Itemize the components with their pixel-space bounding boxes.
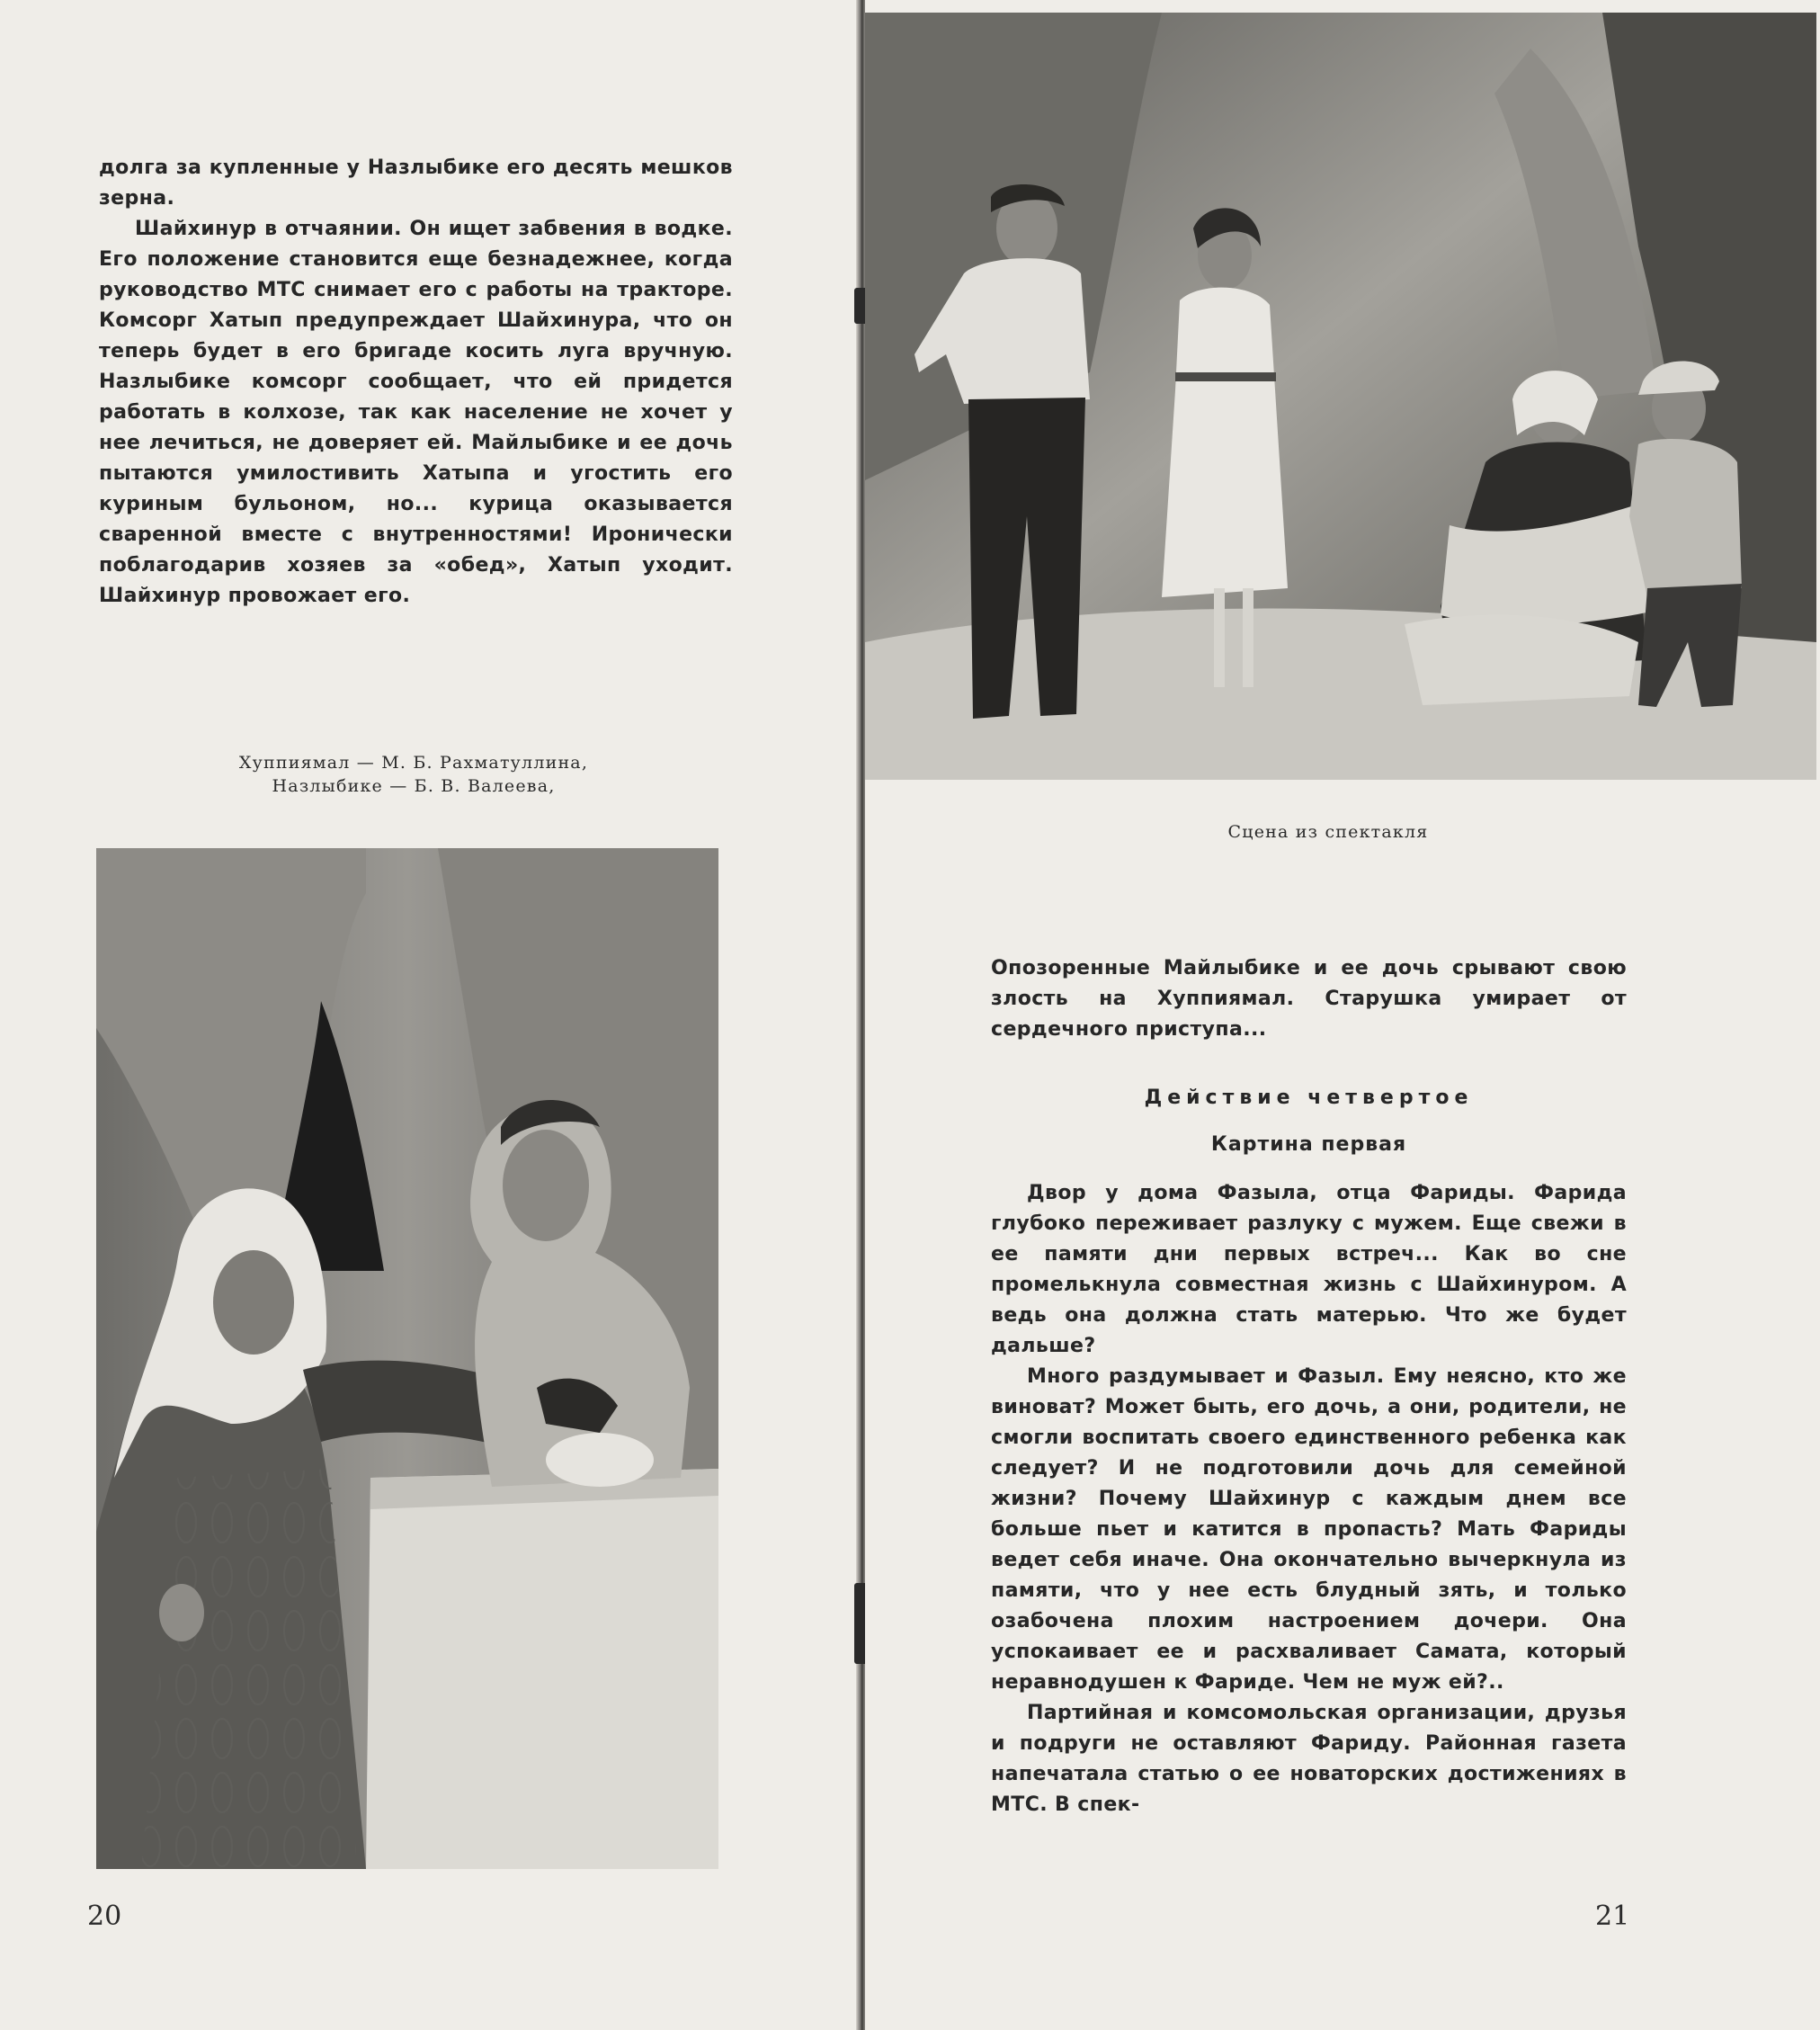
left-photo-image — [96, 848, 718, 1869]
right-page-number: 21 — [1595, 1900, 1630, 1932]
right-photo-image — [865, 13, 1816, 780]
left-body-text — [99, 153, 733, 612]
caption-line-2: Назлыбике — Б. В. Валеева, — [272, 776, 556, 796]
right-photo-caption: Сцена из спектакля — [1227, 822, 1429, 842]
left-photo-two-women — [96, 848, 718, 1869]
right-paragraph-4: Партийная и комсомольская организации, друзья и подруги не оставляют Фариду. Районная газета напечатала статью о ее новаторских достижениях в МТС. В спек- — [991, 1702, 1627, 1816]
right-paragraph-1: Опозоренные Майлыбике и ее дочь срывают свою злость на Хуппиямал. Старушка умирает от сердечного приступа... — [991, 957, 1627, 1041]
caption-line-1: Хуппиямал — М. Б. Рахматуллина, — [238, 753, 589, 773]
scene-heading: Картина первая — [1210, 1133, 1407, 1156]
right-page — [865, 0, 1820, 2030]
right-paragraph-3: Много раздумывает и Фазыл. Ему неясно, кто же виноват? Может быть, его дочь, а они, родители, не смогли воспитать своего единственного ребенка как следует? И не подготовили дочь для семейной жизни? Почему Шайхинур с каждым днем все больше пьет и катится в пропасть? Мать Фариды ведет себя иначе. Она окончательно вычеркнула из памяти, что у нее есть блудный зять, и только озабочена плохим настроением дочери. Она успокаивает ее и расхваливает Самата, который неравнодушен к Фариде. Чем не муж ей?.. — [991, 1365, 1627, 1694]
left-page — [0, 0, 859, 2030]
left-photo-caption — [135, 751, 692, 798]
right-photo-stage-scene — [865, 13, 1816, 780]
right-body-text-bottom — [991, 1178, 1627, 1820]
right-body-text-top — [991, 953, 1627, 1045]
left-paragraph-2: Шайхинур в отчаянии. Он ищет забвения в водке. Его положение становится еще безнадежнее, когда руководство МТС снимает его с работы на тракторе. Комсорг Хатып предупреждает Шайхинура, что он теперь будет в его бригаде косить луга вручную. Назлыбике комсорг сообщает, что ей придется работать в колхозе, так как население не хочет у нее лечиться, не доверяет ей. Майлыбике и ее дочь пытаются умилостивить Хатыпа и угостить его куриным бульоном, но... курица оказывается сваренной вместе с внутренностями! Иронически поблагодарив хозяев за «обед», Хатып уходит. Шайхинур провожает его. — [99, 218, 733, 607]
left-paragraph-1: долга за купленные у Назлыбике его десять мешков зерна. — [99, 156, 733, 210]
right-paragraph-2: Двор у дома Фазыла, отца Фариды. Фарида глубоко переживает разлуку с мужем. Еще свежи в ее памяти дни первых встреч... Как во сне промелькнула совместная жизнь с Шайхинуром. А ведь она должна стать матерью. Что же будет дальше? — [991, 1182, 1627, 1357]
left-page-number: 20 — [87, 1900, 122, 1932]
act-heading: Действие четвертое — [1144, 1087, 1474, 1109]
